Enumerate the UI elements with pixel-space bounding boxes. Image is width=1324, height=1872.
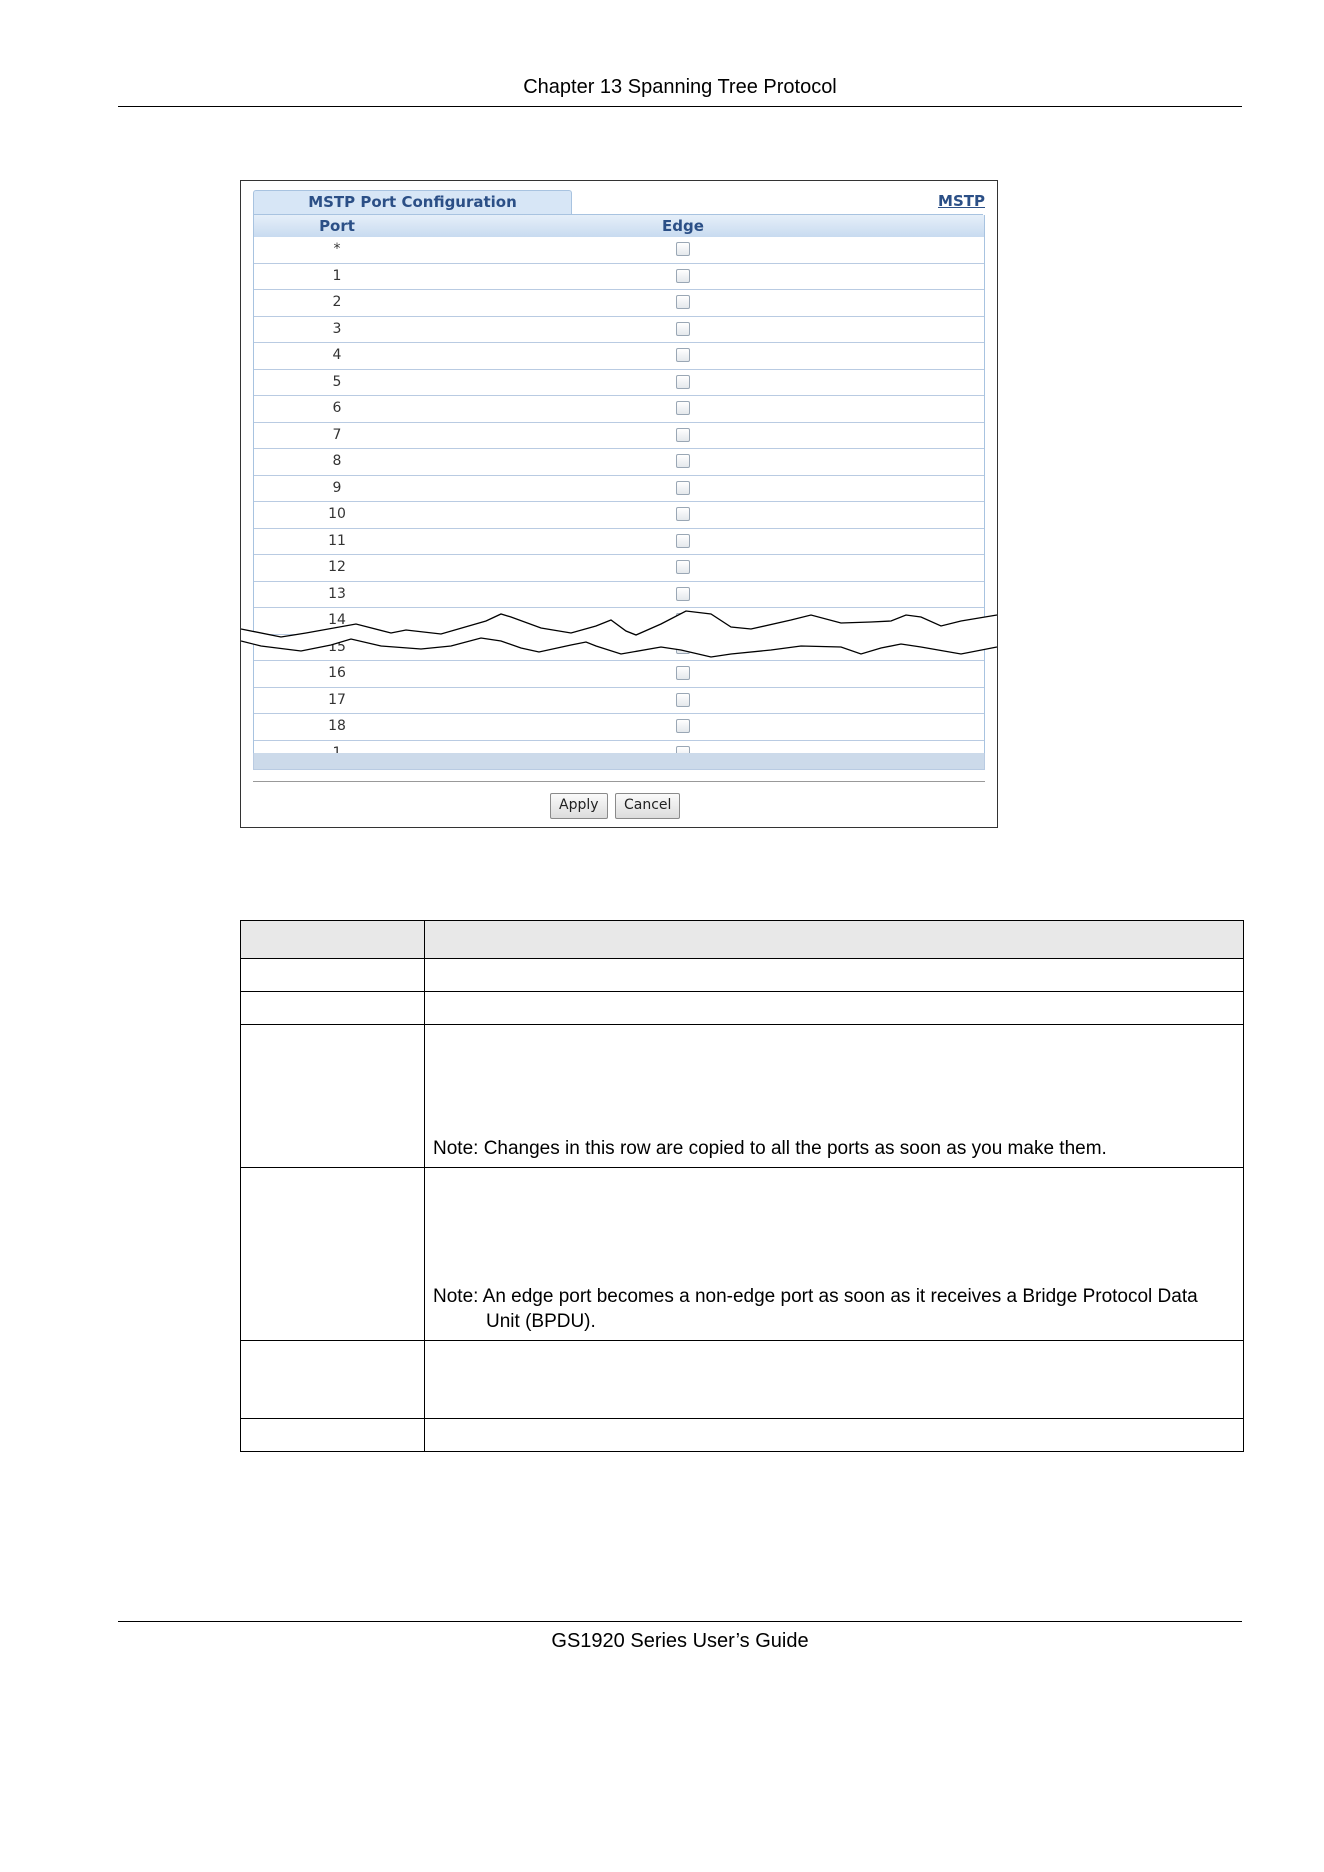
- field-description-table: [240, 920, 1244, 1452]
- note-text: Note: Changes in this row are copied to all the ports as soon as you make them.: [433, 1138, 1107, 1159]
- desc-row: [241, 1419, 1244, 1452]
- port-number: 8: [332, 453, 342, 469]
- desc-row: [241, 1025, 1244, 1168]
- page-header: Chapter 13 Spanning Tree Protocol: [118, 74, 1242, 107]
- port-number: 3: [332, 320, 342, 337]
- port-number: 1: [332, 267, 342, 284]
- desc-header-label: [241, 921, 425, 959]
- desc-row: [241, 959, 1244, 992]
- port-column-header: Port: [319, 217, 355, 235]
- port-number: 14: [328, 612, 346, 628]
- desc-row: [241, 1168, 1244, 1341]
- port-number: 18: [328, 718, 346, 734]
- port-number: 11: [328, 532, 346, 549]
- port-number: 15: [328, 638, 346, 655]
- port-number: 12: [328, 559, 346, 575]
- table-footer-bar: [253, 753, 985, 770]
- desc-table-header-row: [241, 921, 1244, 959]
- port-number: 17: [328, 691, 346, 708]
- desc-row: [241, 1341, 1244, 1419]
- port-number: 2: [332, 294, 342, 310]
- port-number: 7: [332, 426, 342, 443]
- tab-mstp-port-configuration[interactable]: MSTP Port Configuration: [253, 190, 572, 214]
- port-number: 10: [328, 506, 346, 522]
- port-number: 16: [328, 665, 346, 681]
- desc-row: [241, 992, 1244, 1025]
- port-number: 13: [328, 585, 346, 602]
- note-text: Note: An edge port becomes a non-edge port as soon as it receives a Bridge Protocol Data Unit (BPDU).: [433, 1286, 1198, 1332]
- mstp-port-config-screenshot: [240, 180, 998, 828]
- button-separator: [253, 781, 985, 782]
- apply-button[interactable]: Apply: [550, 793, 608, 819]
- mstp-link[interactable]: MSTP: [938, 192, 985, 210]
- port-number: 5: [332, 373, 342, 390]
- desc-header-description: [425, 921, 1244, 959]
- break-line-graphic: [241, 181, 997, 827]
- port-number: 9: [332, 479, 342, 496]
- cancel-button[interactable]: Cancel: [615, 793, 680, 819]
- page-footer: GS1920 Series User’s Guide: [118, 1621, 1242, 1654]
- port-number: *: [333, 241, 341, 257]
- port-number: 4: [332, 347, 342, 363]
- edge-column-header: Edge: [662, 217, 704, 235]
- port-number: 6: [332, 400, 342, 416]
